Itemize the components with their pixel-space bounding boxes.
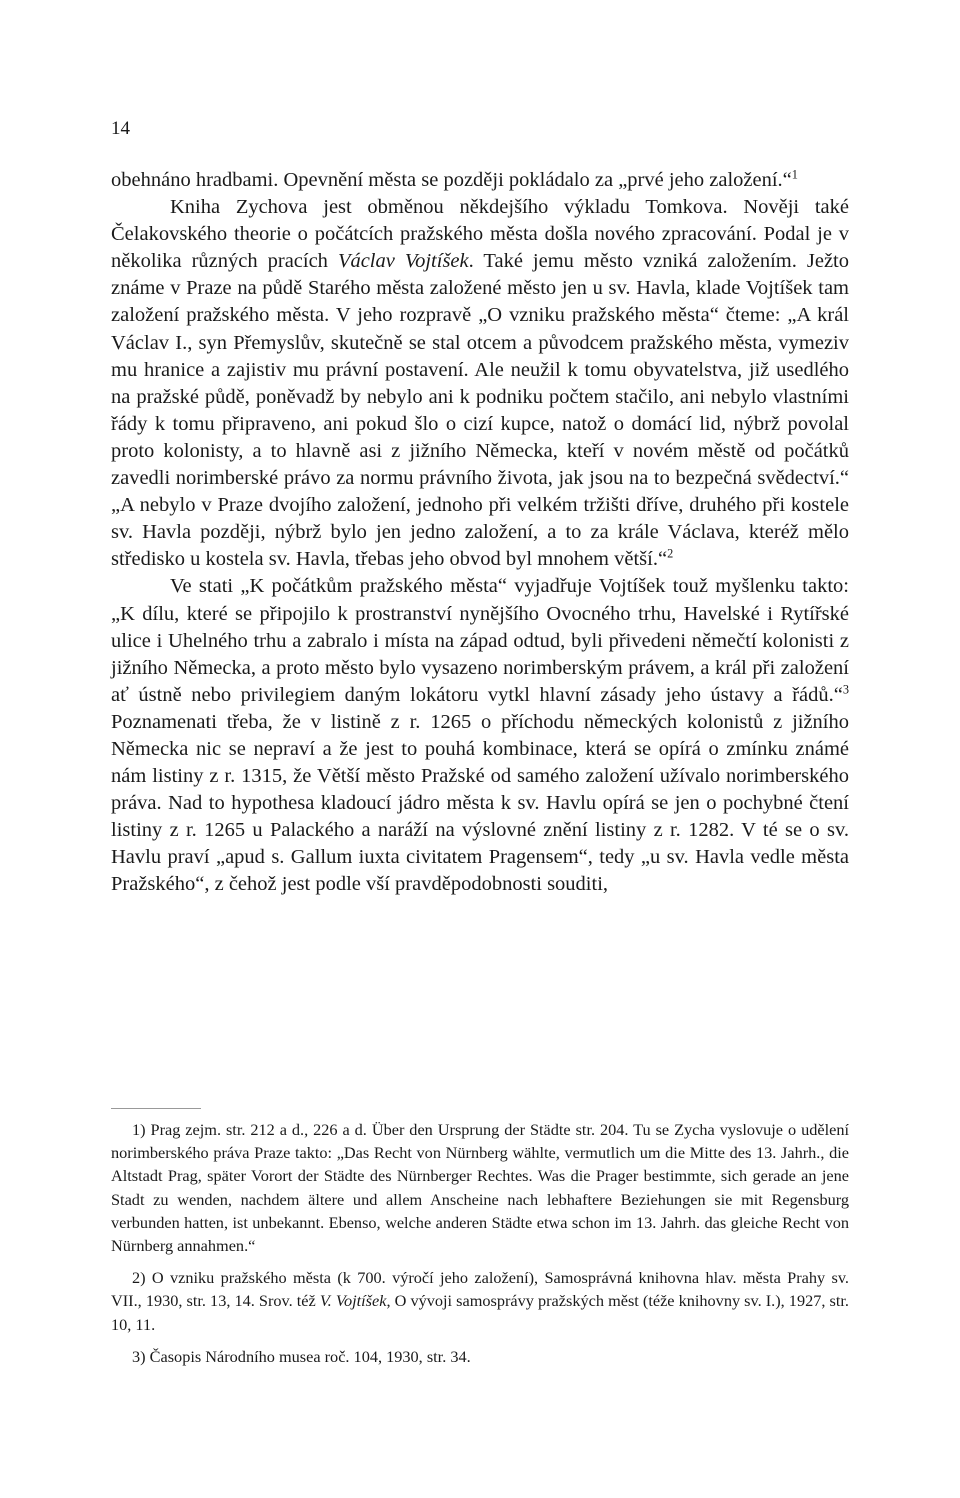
footnote-2-author: V. Vojtíšek — [319, 1291, 387, 1311]
footnote-2-mark: 2) — [132, 1268, 146, 1288]
footnote-2-text-a: O vzniku pražského města (k 700. výročí jeho založení), Samosprávná knihovna hlav. města Prahy sv. VII., 1930, str. 13, 14. Srov. též — [111, 1268, 849, 1311]
footnotes — [111, 1118, 849, 1368]
footnote-2-text-b: , O vývoji samosprávy pražských měst (téže knihovny sv. I.), 1927, str. 10, 11. — [111, 1291, 849, 1334]
footnote-separator — [111, 1108, 201, 1109]
footnote-1-mark: 1) — [132, 1120, 146, 1139]
paragraph-1 — [111, 167, 849, 194]
paragraph-2-text-a: Kniha Zychova jest obměnou někdejšího výkladu Tomkova. Nověji také Čelakovského theorie o počátcích pražského města došla nového zpracování. Podal je v několika různých pracích — [111, 196, 849, 273]
paragraph-3 — [111, 573, 849, 898]
footnote-ref-1: 1 — [791, 167, 798, 182]
footnote-3 — [111, 1345, 849, 1368]
body-text — [111, 167, 849, 899]
paragraph-2-text-b: . Také jemu město vzniká založením. Ježto známe v Praze na půdě Starého města založené město jen u sv. Havla, klade Vojtíšek tam založení pražského města. V jeho rozpravě „O vzniku pražského města“ čteme: „A král Václav I., syn Přemyslův, skutečně se stal otcem a původcem pražského města, vymeziv mu hranice a zajistiv mu právní postavení. Ale neužil k tomu obyvatelstva, již usedlého na pražské půdě, poněvadž by nebylo ani k podniku počtem stačilo, ani nebylo vlastními řády k tomu připraveno, ani pokud šlo o cizí kupce, natož o domácí lid, nýbrž povolal proto kolonisty, a to hlavně asi z jižního Německa, kteří v novém městě od počátků zavedli norimberské právo za normu právního života, jak jsou na to bezpečná svědectví.“ „A nebylo v Praze dvojího založení, jednoho při velkém tržišti dříve, druhého při kostele sv. Havla později, nýbrž bylo jen jedno založení, a to za krále Václava, kteréž mělo středisko u kostela sv. Havla, třebas jeho obvod byl mnohem větší.“ — [111, 250, 849, 571]
paragraph-1-text: obehnáno hradbami. Opevnění města se později pokládalo za „prvé jeho založení.“ — [111, 169, 792, 191]
paragraph-3-text-b: Poznamenati třeba, že v listině z r. 1265 o příchodu německých kolonistů z jižního Německa nic se nepraví a že jest to pouhá kombinace, která se opírá o zmínku známé nám listiny z r. 1315, že Větší město Pražské od samého založení užívalo norimberského práva. Nad to hypothesa kladoucí jádro města k sv. Havlu opírá se jen o pochybné čtení listiny z r. 1265 u Palackého a naráží na výslovné znění listiny z r. 1282. V té se o sv. Havlu praví „apud s. Gallum iuxta civitatem Pragensem“, tedy „u sv. Havla vedle města Pražského“, z čehož jest podle vší pravděpodobnosti souditi, — [111, 710, 849, 896]
paragraph-3-text-a: Ve stati „K počátkům pražského města“ vyjadřuje Vojtíšek touž myšlenku takto: „K dílu, které se připojilo k prostranství nynějšího Ovocného trhu, Havelské i Rytířské ulice i Uhelného trhu a zabralo i místa na západ odtud, byli přivedeni němečtí kolonisti z jižního Německa, a proto město bylo vysazeno norimberským právem, a král při založení ať ústně nebo privilegiem daným lokátoru vytkl hlavní zásady jeho ústavy a řádů.“ — [111, 575, 849, 706]
author-reference: Václav Vojtíšek — [337, 250, 469, 273]
footnote-3-mark: 3) — [132, 1346, 146, 1366]
footnote-ref-2: 2 — [667, 546, 674, 561]
footnote-ref-3: 3 — [842, 682, 849, 697]
footnote-1 — [111, 1118, 849, 1257]
page-number: 14 — [111, 118, 130, 139]
footnote-2 — [111, 1266, 849, 1336]
footnote-3-text: Časopis Národního musea roč. 104, 1930, str. 34. — [145, 1346, 471, 1366]
paragraph-2 — [111, 194, 849, 573]
footnote-1-text: Prag zejm. str. 212 a d., 226 a d. Über den Ursprung der Städte str. 204. Tu se Zycha vyslovuje o udělení norimberského práva Praze takto: „Das Recht von Nürnberg wählte, vermutlich um die Mitte des 13. Jahrh., die Altstadt Prag, später Vorort der Städte des Nürnberger Rechtes. Was die Prager bestimmte, sich gerade an jene Stadt zu wenden, nachdem ältere und allem Anscheine nach lebhaftere Beziehungen sie mit Regensburg verbunden hatten, ist unbekannt. Ebenso, welche anderen Städte etwa schon im 13. Jahrh. das gleiche Recht von Nürnberg annahmen.“ — [111, 1120, 849, 1256]
